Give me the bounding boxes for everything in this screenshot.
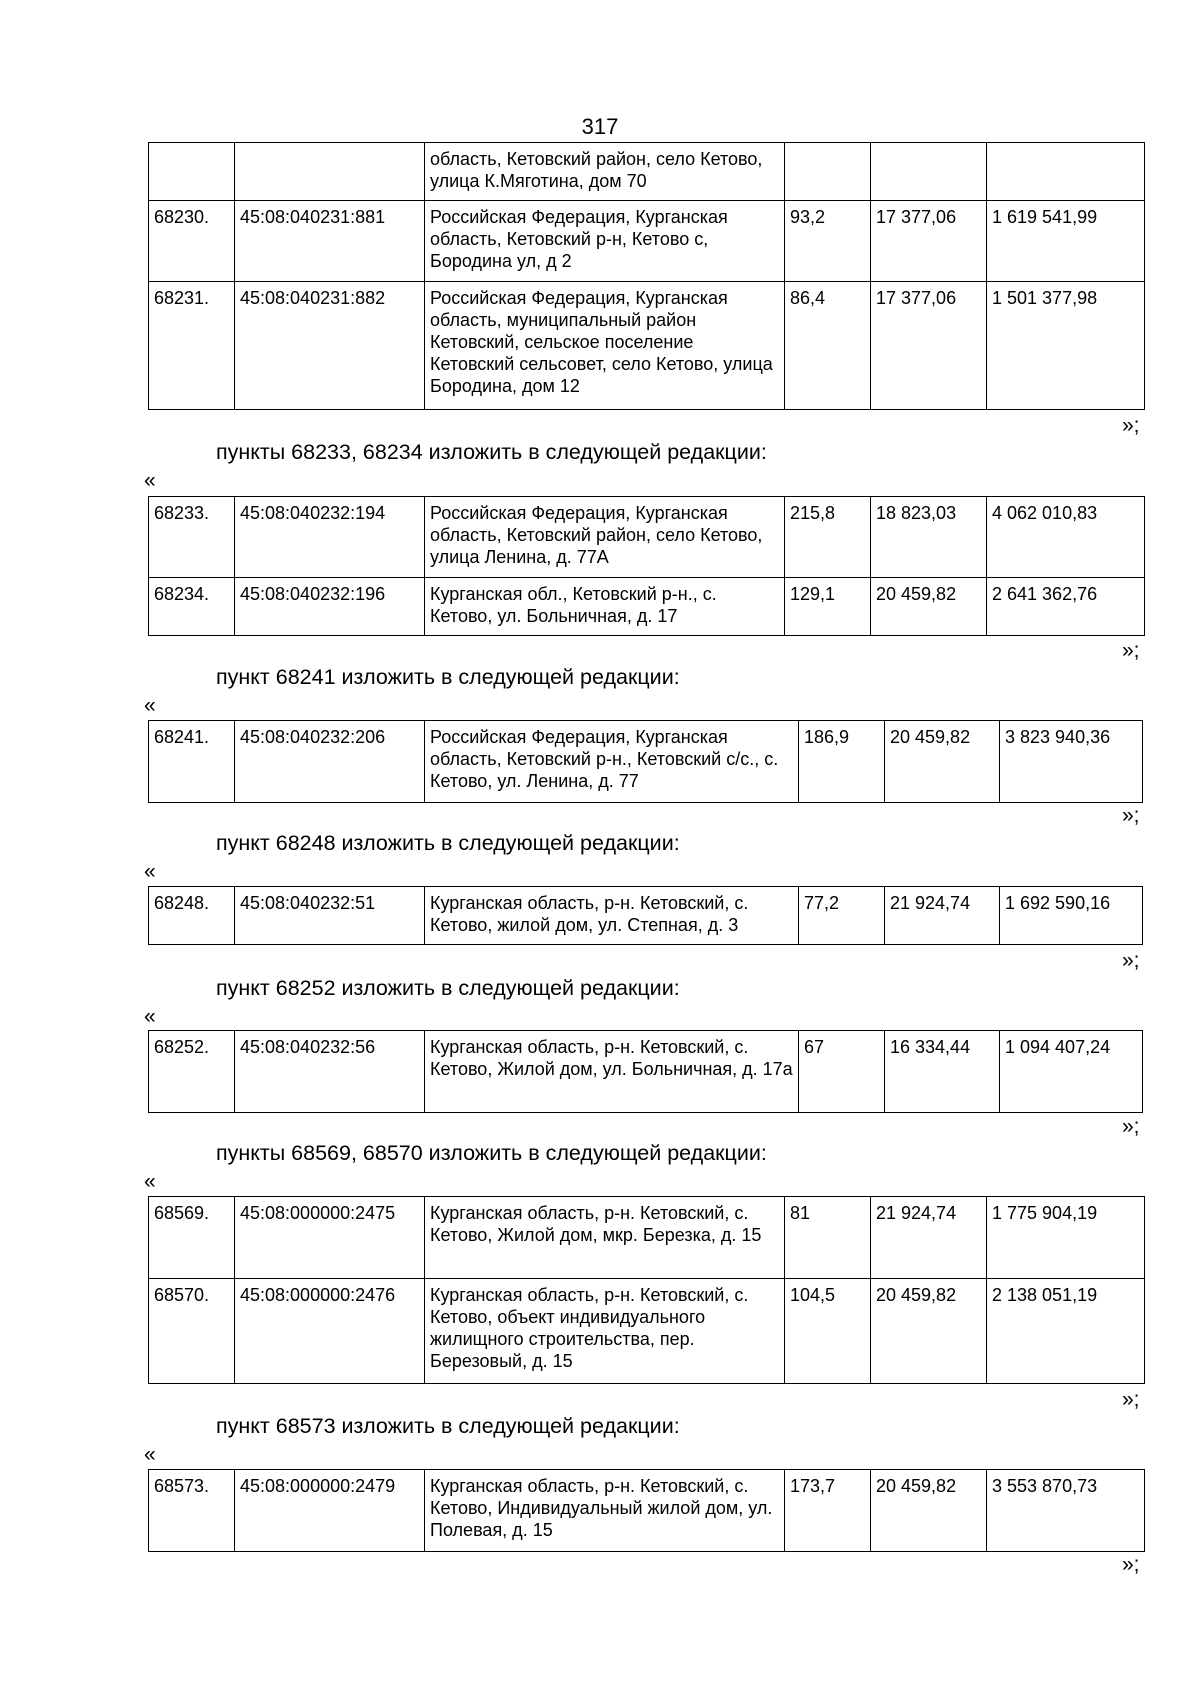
cadastral-value-cell: 1 501 377,98 [987,282,1145,410]
cadastral-number-cell: 45:08:040232:206 [235,721,425,803]
address-cell: Курганская область, р-н. Кетовский, с. Кетово, объект индивидуального жилищного строительства, пер. Березовый, д. 15 [425,1279,785,1384]
row-number-cell: 68231. [149,282,235,410]
property-table [148,1196,1145,1384]
unit-value-cell: 21 924,74 [871,1197,987,1279]
closing-quote: »; [1122,804,1140,827]
closing-quote: »; [1122,639,1140,662]
unit-value-cell: 20 459,82 [871,1470,987,1552]
cadastral-value-cell: 2 641 362,76 [987,578,1145,636]
area-cell: 173,7 [785,1470,871,1552]
address-cell: Российская Федерация, Курганская область, Кетовский р-н., Кетовский с/с., с. Кетово, ул. Ленина, д. 77 [425,721,799,803]
unit-value-cell: 17 377,06 [871,282,987,410]
unit-value-cell [871,143,987,201]
area-cell: 129,1 [785,578,871,636]
table-row [149,1470,1145,1552]
cadastral-value-cell [987,143,1145,201]
amendment-paragraph: пункт 68248 изложить в следующей редакции: [216,831,680,855]
row-number-cell: 68252. [149,1031,235,1113]
closing-quote: »; [1122,1553,1140,1576]
cadastral-value-cell: 1 775 904,19 [987,1197,1145,1279]
amendment-paragraph: пункт 68241 изложить в следующей редакции: [216,665,680,689]
row-number-cell: 68569. [149,1197,235,1279]
unit-value-cell: 16 334,44 [885,1031,1000,1113]
cadastral-value-cell: 1 619 541,99 [987,201,1145,282]
unit-value-cell: 20 459,82 [871,1279,987,1384]
address-cell: Курганская обл., Кетовский р-н., с. Кетово, ул. Больничная, д. 17 [425,578,785,636]
unit-value-cell: 21 924,74 [885,887,1000,945]
opening-quote: « [144,860,156,883]
cadastral-number-cell: 45:08:040231:882 [235,282,425,410]
opening-quote: « [144,1005,156,1028]
property-table [148,720,1143,803]
property-table [148,142,1145,410]
unit-value-cell: 20 459,82 [885,721,1000,803]
address-cell: область, Кетовский район, село Кетово, улица К.Мяготина, дом 70 [425,143,785,201]
cadastral-number-cell: 45:08:000000:2479 [235,1470,425,1552]
row-number-cell: 68230. [149,201,235,282]
cadastral-number-cell: 45:08:040232:196 [235,578,425,636]
table-row [149,1031,1143,1113]
cadastral-value-cell: 2 138 051,19 [987,1279,1145,1384]
row-number-cell: 68570. [149,1279,235,1384]
area-cell: 77,2 [799,887,885,945]
cadastral-number-cell: 45:08:040232:51 [235,887,425,945]
row-number-cell: 68241. [149,721,235,803]
cadastral-value-cell: 3 823 940,36 [1000,721,1143,803]
cadastral-number-cell [235,143,425,201]
area-cell: 186,9 [799,721,885,803]
unit-value-cell: 20 459,82 [871,578,987,636]
opening-quote: « [144,1443,156,1466]
cadastral-value-cell: 3 553 870,73 [987,1470,1145,1552]
unit-value-cell: 18 823,03 [871,497,987,578]
address-cell: Российская Федерация, Курганская область, Кетовский район, село Кетово, улица Ленина, д. 77А [425,497,785,578]
address-cell: Российская Федерация, Курганская область, муниципальный район Кетовский, сельское поселение Кетовский сельсовет, село Кетово, улица Бородина, дом 12 [425,282,785,410]
closing-quote: »; [1122,949,1140,972]
area-cell: 67 [799,1031,885,1113]
row-number-cell [149,143,235,201]
row-number-cell: 68573. [149,1470,235,1552]
area-cell: 104,5 [785,1279,871,1384]
closing-quote: »; [1122,1388,1140,1411]
cadastral-number-cell: 45:08:000000:2475 [235,1197,425,1279]
area-cell: 215,8 [785,497,871,578]
address-cell: Курганская область, р-н. Кетовский, с. Кетово, Жилой дом, мкр. Березка, д. 15 [425,1197,785,1279]
table-row [149,497,1145,578]
table-row [149,721,1143,803]
cadastral-number-cell: 45:08:000000:2476 [235,1279,425,1384]
unit-value-cell: 17 377,06 [871,201,987,282]
property-table [148,1469,1145,1552]
address-cell: Курганская область, р-н. Кетовский, с. Кетово, Жилой дом, ул. Больничная, д. 17а [425,1031,799,1113]
area-cell: 81 [785,1197,871,1279]
row-number-cell: 68233. [149,497,235,578]
table-row [149,143,1145,201]
amendment-paragraph: пункт 68252 изложить в следующей редакции: [216,976,680,1000]
address-cell: Российская Федерация, Курганская область, Кетовский р-н, Кетово с, Бородина ул, д 2 [425,201,785,282]
cadastral-value-cell: 4 062 010,83 [987,497,1145,578]
table-row [149,578,1145,636]
cadastral-value-cell: 1 094 407,24 [1000,1031,1143,1113]
closing-quote: »; [1122,414,1140,437]
amendment-paragraph: пункты 68569, 68570 изложить в следующей редакции: [216,1141,767,1165]
table-row [149,1279,1145,1384]
row-number-cell: 68234. [149,578,235,636]
cadastral-value-cell: 1 692 590,16 [1000,887,1143,945]
address-cell: Курганская область, р-н. Кетовский, с. Кетово, Индивидуальный жилой дом, ул. Полевая, д. 15 [425,1470,785,1552]
property-table [148,1030,1143,1113]
area-cell [785,143,871,201]
row-number-cell: 68248. [149,887,235,945]
table-row [149,201,1145,282]
property-table [148,886,1143,945]
opening-quote: « [144,469,156,492]
amendment-paragraph: пункт 68573 изложить в следующей редакции: [216,1414,680,1438]
amendment-paragraph: пункты 68233, 68234 изложить в следующей редакции: [216,440,767,464]
table-row [149,887,1143,945]
area-cell: 86,4 [785,282,871,410]
address-cell: Курганская область, р-н. Кетовский, с. Кетово, жилой дом, ул. Степная, д. 3 [425,887,799,945]
table-row [149,1197,1145,1279]
page-number: 317 [581,114,619,139]
property-table [148,496,1145,636]
closing-quote: »; [1122,1115,1140,1138]
cadastral-number-cell: 45:08:040232:194 [235,497,425,578]
opening-quote: « [144,1170,156,1193]
area-cell: 93,2 [785,201,871,282]
cadastral-number-cell: 45:08:040232:56 [235,1031,425,1113]
table-row [149,282,1145,410]
cadastral-number-cell: 45:08:040231:881 [235,201,425,282]
opening-quote: « [144,694,156,717]
